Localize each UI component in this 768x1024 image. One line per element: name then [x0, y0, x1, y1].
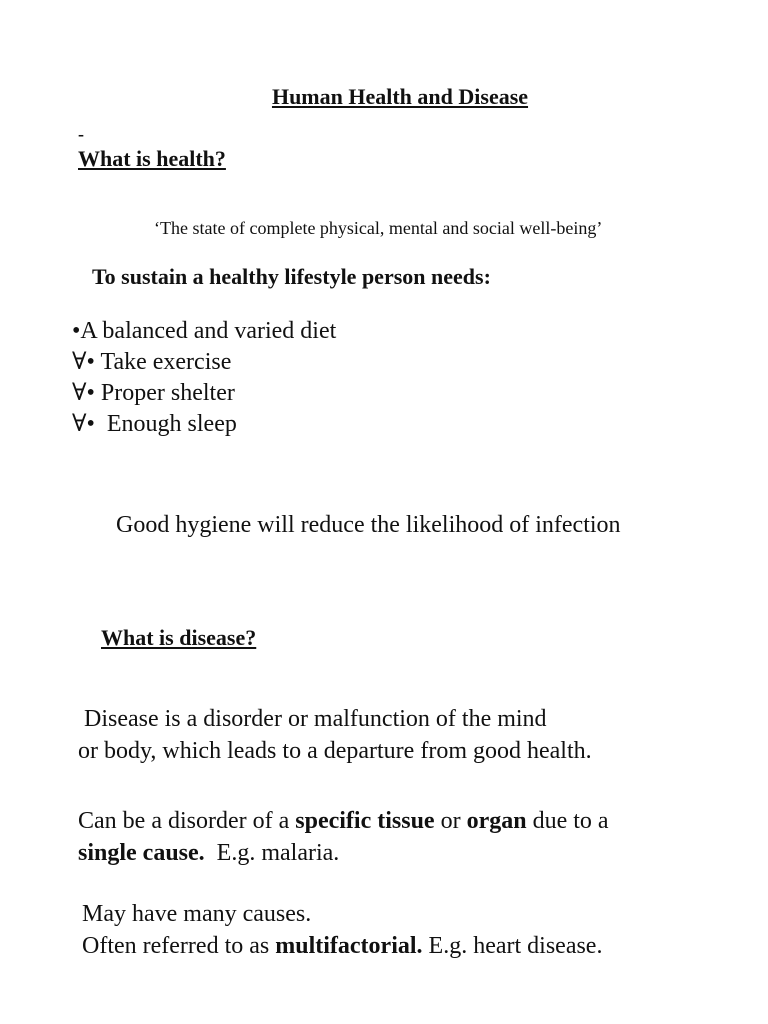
- needs-list: [72, 316, 336, 440]
- bold-term: specific tissue: [295, 808, 435, 834]
- text-run: Often referred to as: [82, 933, 276, 959]
- needs-item-text: Take exercise: [94, 349, 232, 375]
- disease-definition-line: or body, which leads to a departure from good health.: [78, 738, 592, 764]
- disease-definition-line: Disease is a disorder or malfunction of the mind: [78, 706, 547, 732]
- text-run: May have many causes.: [82, 901, 312, 927]
- hygiene-note: Good hygiene will reduce the likelihood of infection: [116, 512, 621, 538]
- text-run: or: [434, 808, 467, 834]
- sustain-heading: To sustain a healthy lifestyle person needs:: [92, 264, 491, 289]
- bold-term: single cause.: [78, 840, 205, 866]
- text-run: E.g. malaria.: [204, 840, 340, 866]
- health-heading: What is health?: [78, 146, 226, 171]
- bold-term: organ: [466, 808, 527, 834]
- bullet-marker: ∀•: [72, 411, 95, 437]
- multifactorial-paragraph: [82, 898, 602, 962]
- bullet-marker: ∀•: [72, 380, 95, 406]
- needs-list-item: [72, 409, 336, 440]
- stray-dash-mark: -: [78, 124, 84, 144]
- text-run: E.g. heart disease.: [422, 933, 603, 959]
- disease-heading: What is disease?: [101, 625, 257, 650]
- needs-list-item: [72, 316, 336, 347]
- needs-item-text: A balanced and varied diet: [80, 318, 337, 344]
- needs-list-item: [72, 378, 336, 409]
- bullet-marker: •: [72, 318, 81, 344]
- disease-definition: [78, 703, 592, 767]
- needs-list-item: [72, 347, 336, 378]
- text-run: due to a: [526, 808, 609, 834]
- text-run: Can be a disorder of a: [78, 808, 296, 834]
- bullet-marker: ∀•: [72, 349, 95, 375]
- page-title: Human Health and Disease: [271, 84, 529, 109]
- health-definition: ‘The state of complete physical, mental and social well-being’: [154, 218, 603, 238]
- needs-item-text: Proper shelter: [94, 380, 235, 406]
- bold-term: multifactorial.: [275, 933, 423, 959]
- needs-item-text: Enough sleep: [94, 411, 237, 437]
- specific-cause-paragraph: [78, 805, 609, 869]
